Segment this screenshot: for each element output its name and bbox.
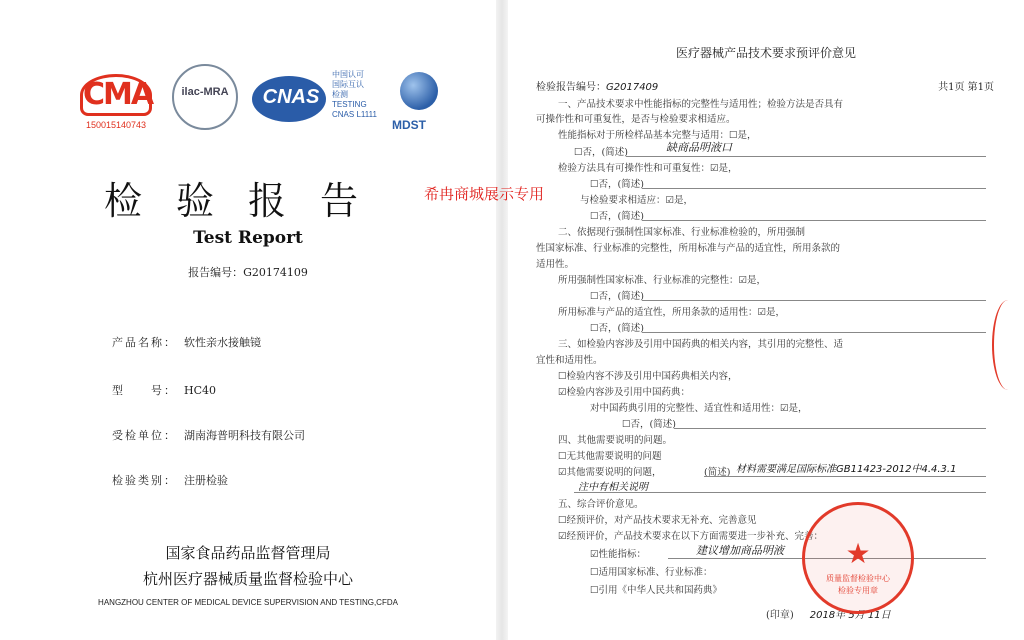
field-model	[112, 382, 216, 398]
cma-logo-icon	[80, 74, 152, 130]
text-line: ☐否，(简述)	[622, 419, 676, 430]
official-seal-icon	[802, 502, 914, 614]
field-product-name	[112, 334, 261, 350]
text-line: 所用标准与产品的适宜性，所用条款的适用性：☑是，	[558, 307, 786, 318]
page-gutter	[496, 0, 508, 640]
text-line: 所用强制性国家标准、行业标准的完整性：☑是，	[558, 275, 767, 286]
fill-line	[642, 332, 986, 333]
organization-name: 国家食品药品监督管理局	[165, 544, 331, 562]
text-line: ☑经预评价，产品技术要求在以下方面需要进一步补充、完善：	[558, 531, 824, 542]
pre-evaluation-page	[508, 0, 1024, 640]
fill-line	[642, 220, 986, 221]
report-title: 检验报告	[103, 179, 392, 223]
field-label: 产品名称：	[112, 336, 177, 349]
fill-line	[626, 156, 986, 157]
text-line: ☐引用《中华人民共和国药典》	[590, 585, 723, 596]
field-label: 受检单位：	[112, 429, 177, 442]
text-line: 对中国药典引用的完整性、适宜性和适用性：☑是，	[590, 403, 808, 414]
text-line: 三、如检验内容涉及引用中国药典的相关内容，其引用的完整性、适	[558, 339, 844, 350]
text-line: ☑性能指标：	[590, 549, 647, 560]
handwritten-note: 建议增加商品明液	[696, 544, 784, 557]
text-line: 四、其他需要说明的问题。	[558, 435, 673, 446]
fill-line	[674, 428, 986, 429]
text-line: ☐否，(简述)	[574, 147, 628, 158]
text-line: (简述)	[704, 467, 731, 478]
text-line: ☐否，(简述)	[590, 179, 644, 190]
fill-line	[642, 188, 986, 189]
cma-number: 150015140743	[85, 120, 147, 130]
handwritten-note: 注中有相关说明	[578, 482, 648, 493]
text-line: ☐否，(简述)	[590, 291, 644, 302]
field-value: 软性亲水接触镜	[184, 336, 261, 349]
field-inspected-unit	[112, 427, 305, 443]
edge-seal-icon	[992, 300, 1024, 390]
text-line: ☐无其他需要说明的问题	[558, 451, 662, 462]
text-line: 检验方法具有可操作性和可重复性：☑是，	[558, 163, 738, 174]
field-label: 型 号：	[112, 384, 177, 397]
fill-line	[574, 492, 986, 493]
handwritten-note: 缺商品明液口	[666, 141, 732, 154]
field-value: 注册检验	[184, 474, 228, 487]
seal-text: 检验专用章	[838, 586, 878, 595]
mdst-text: MDST	[392, 118, 426, 132]
text-line: 五、综合评价意见。	[558, 499, 644, 510]
page-indicator: 共1页 第1页	[938, 82, 994, 93]
text-line: ☐否，(简述)	[590, 211, 644, 222]
text-line: ☐适用国家标准、行业标准：	[590, 567, 713, 578]
field-inspection-type	[112, 472, 228, 488]
cnas-side-text: 中国认可 国际互认 检测 TESTING CNAS L1111	[332, 70, 377, 119]
text-line: 一、产品技术要求中性能指标的完整性与适用性；检验方法是否具有	[558, 99, 844, 110]
report-number: 报告编号：G20174109	[188, 266, 308, 279]
text-line: 宜性和适用性。	[536, 355, 603, 366]
text-line: 与检验要求相适应：☑是，	[580, 195, 694, 206]
field-value: HC40	[184, 384, 217, 397]
cnas-text: CNAS	[262, 86, 320, 108]
fill-line	[704, 476, 986, 477]
handwritten-report-number: G2017409	[606, 82, 659, 93]
text-line: 性国家标准、行业标准的完整性，所用标准与产品的适宜性，所用条款的	[536, 243, 841, 254]
seal-text: 质量监督检验中心	[826, 574, 890, 583]
testing-center-english: HANGZHOU CENTER OF MEDICAL DEVICE SUPERVISION AND TESTING,CFDA	[98, 598, 398, 607]
text-line: 可操作性和可重复性，是否与检验要求相适应。	[536, 114, 736, 125]
field-label: 检验类别：	[112, 474, 177, 487]
report-cover-page	[0, 0, 496, 640]
handwritten-date: 2018年 5月 11日	[809, 610, 891, 621]
field-value: 湖南海普明科技有限公司	[184, 429, 305, 442]
stamp-label: (印章)	[766, 610, 794, 621]
text-line: ☐经预评价，对产品技术要求无补充、完善意见	[558, 515, 757, 526]
text-line: ☐否，(简述)	[590, 323, 644, 334]
text-line: 性能指标对于所检样品基本完整与适用：☐是，	[558, 130, 757, 141]
text-line: ☑其他需要说明的问题，	[558, 467, 662, 478]
mdst-globe-icon	[400, 72, 438, 110]
cma-mark: CMA	[80, 74, 152, 116]
evaluation-title: 医疗器械产品技术要求预评价意见	[675, 46, 856, 60]
text-line: 适用性。	[536, 259, 575, 270]
watermark-text: 希冉商城展示专用	[424, 185, 545, 203]
text-line: ☐检验内容不涉及引用中国药典相关内容，	[558, 371, 738, 382]
ilac-mra-text: ilac-MRA	[181, 86, 229, 98]
seal-star-icon: ★	[845, 537, 871, 570]
logo-row	[80, 62, 440, 142]
report-subtitle: Test Report	[193, 228, 303, 248]
fill-line	[642, 300, 986, 301]
evaluation-report-number: 检验报告编号：G2017409	[536, 82, 659, 93]
text-line: ☑检验内容涉及引用中国药典：	[558, 387, 691, 398]
text-line: 二、依据现行强制性国家标准、行业标准检验的，所用强制	[558, 227, 806, 238]
testing-center-name: 杭州医疗器械质量监督检验中心	[142, 570, 353, 588]
handwritten-note: 材料需要满足国际标准GB11423-2012中4.4.3.1	[736, 464, 957, 475]
